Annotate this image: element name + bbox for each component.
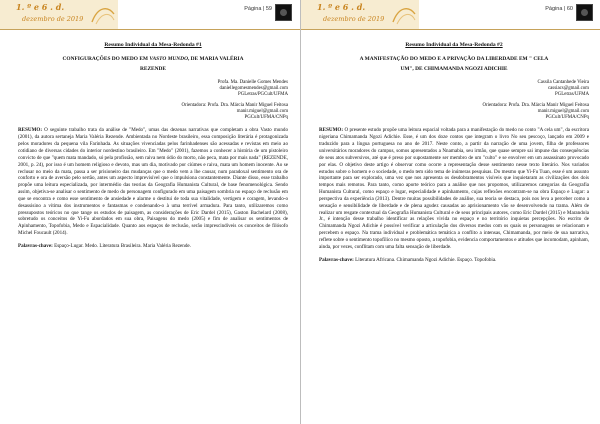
advisor-affiliation: PGCult/UFMA/CNPq xyxy=(545,115,589,121)
page-number: Página | 59 xyxy=(244,6,272,12)
right-page xyxy=(300,0,600,424)
header-emblem-icon xyxy=(576,4,593,21)
paper-title-italic: VASTO MUNDO xyxy=(149,55,188,62)
author-affiliation: PGLetras/UFMA xyxy=(555,92,589,98)
paper-title xyxy=(319,54,589,74)
advisor-email: manir.miguel@gmail.com xyxy=(537,109,589,115)
logo-date-line: 1. º e 6 . d. xyxy=(317,2,366,12)
logo-swirl-icon xyxy=(90,2,116,26)
author-name: Profa. Ma. Danielle Gomes Mendes xyxy=(217,79,288,85)
author-affiliation: PGLetras/PGCult/UFMA xyxy=(238,92,288,98)
author-info xyxy=(18,80,288,122)
page-header xyxy=(301,0,600,30)
author-email: cassiacs@gmail.com xyxy=(547,86,589,91)
abstract-label: RESUMO: xyxy=(319,127,344,134)
keywords-text: Espaço-Lugar. Medo. Literatura Brasileira. Maria Valéria Rezende. xyxy=(52,242,191,249)
page-header xyxy=(0,0,300,30)
keywords-label: Palavras-chave: xyxy=(319,256,354,263)
abstract-block xyxy=(319,42,589,264)
abstract-body: O presente estudo propõe uma leitura espacial voltada para a manifestação do medo no conto "A cela um", da escritora nigeriana Chimamanda Ngozi Adichie. Esse, é um dos doze contos que integram o livro No seu pescoço, lançado em 2009 e traduzido para a língua portuguesa no ano de 2017. Neste conto, a partir da narração de uma jovem, filha de professores universitários moradores do campus, somos apresentados a Nnamabia, seu irmão, que quase sempre sai impune das consequências de seus atos subversivos, até que é preso por supostamente ser membro de um "culto" e se envolver em um assassinato provocado por elas. O objetivo deste artigo é observar como ocorre a representação desse sentimento nesse texto literário. Nos variados estudos sobre o homem e o sociedade, o medo tem sido tema de inúmeras pesquisas. Do mesmo que Yi-Fu Tuan, esse é um assunto importante para ser explorado, uma vez que nos apresenta os desdobramentos visíveis que inquietaram as civilizações dos dois tempos mais remotos. Para tanto, como aporte teórico para a análise que nos propomos, utilizaremos categorias da Geografia Humanista Cultural, como espaço e lugar, especialidade e apinhamento, cujas reflexões encontram-se na obra Espaço e Lugar: a perspectiva da experiência (2013). Dentre muitas possibilidades de análise, sua teoria se destaca, pois nos leva a perceber como a sensação e sensibilidade de liberdade e de plena agudez causadas ao aprisionamento vão se desenvolvendo na trama. Além de realizar um resgate contextual da Geografia Humanista Cultural e de seus principais autores, como Eric Dardel (2015) e Marandola Jr., é intenção desse trabalho identificar as relações vivida no espaço e no território inquietas percepções. No escrito de Chimamanda Ngozi Adichie é possível verificar a articulação dos diversos medos com os quais os personagens se relacionam e percebem o espaço. Na trama individual e problemática temática a conflito a intensas, Chimamanda, por meio de sua narrativa, reflete sobre o sentimento topofílico no mesmo oposto, a topofobia, evidencia comportamentos e atitudes que incomodam, apinham, ainda, por vezes, conflitam com uma falta sensação de liberdade. xyxy=(319,127,589,250)
paper-title-part: , DE MARIA VALÉRIA xyxy=(187,55,244,62)
paper-title-line2: UM", DE CHIMAMANDA NGOZI ADICHIE xyxy=(400,65,508,72)
section-title: Resumo Individual da Mesa-Redonda #2 xyxy=(405,42,503,48)
author-name: Cassila Cantanhede Vieira xyxy=(537,79,589,85)
abstract-text xyxy=(18,127,288,237)
advisor-name: Orientadora: Profa. Dra. Márcia Manir Miguel Feitosa xyxy=(181,103,288,109)
abstract-label: RESUMO: xyxy=(18,127,43,134)
advisor-name: Orientadora: Profa. Dra. Márcia Manir Miguel Feitosa xyxy=(482,103,589,109)
keywords xyxy=(319,257,589,264)
paper-title-line1: A MANIFESTAÇÃO DO MEDO E A PRIVAÇÃO DA LIBERDADE EM " CELA xyxy=(359,55,549,62)
header-divider xyxy=(0,29,300,30)
section-title: Resumo Individual da Mesa-Redonda #1 xyxy=(104,42,202,48)
keywords xyxy=(18,243,288,250)
abstract-block xyxy=(18,42,288,250)
logo-month-line: dezembro de 2019 xyxy=(323,15,385,23)
event-logo xyxy=(0,0,118,29)
advisor-email: manir.miguel@gmail.com xyxy=(236,109,288,115)
logo-month-line: dezembro de 2019 xyxy=(22,15,84,23)
header-emblem-icon xyxy=(275,4,292,21)
keywords-label: Palavras-chave: xyxy=(18,242,53,249)
header-divider xyxy=(301,29,600,30)
author-info xyxy=(319,80,589,122)
logo-swirl-icon xyxy=(391,2,417,26)
logo-date-line: 1. º e 6 . d. xyxy=(16,2,65,12)
event-logo xyxy=(301,0,419,29)
paper-title-part: CONFIGURAÇÕES DO MEDO EM xyxy=(62,55,150,62)
author-email: daniellegomesmendes@gmail.com xyxy=(219,86,288,91)
paper-title xyxy=(18,54,288,74)
paper-title-line2: REZENDE xyxy=(139,65,167,72)
abstract-body: O seguinte trabalho trata da análise de "Medo", umas das dezenas narrativas que completam a obra Vasto mundo (2001), da autora sertaneja Maria Valéria Rezende. Ambientada no Nordeste brasileiro, essa composição literária é protagonizada pelos moradores da pequena vila Farinhada. As situações vivenciadas pelos farinhadenses são acessadas e revistas em meio ao cotidiano de diversas cidades do interior nordestino brasileiro. Em "Medo" (2001), fazemos a conhecer a história de um pistoleiro convicto de que "quem mata mandado, só pela profissão, sem raiva nem ódio do morto, não peca, mata por mais nada" (REZENDE, 2001, p. 24), por isso é um homem religioso e devoto, mas um dia, motivado por ciúmes e raiva, mata um homem inocente. Ao se reclusar no meio da mata, passa a ser prisioneiro das mudanças que o medo vem a lhe causar, num paradoxal sentimento ora de conforto e ora de aversão pelo sertão, antes um aspecto imprevisível que o impulsiona constantemente. Diante disso, esse trabalho propõe uma leitura especializada, por intermédio das teorias da Geografia Humanista Cultural, de base fenomenológica. Sendo assim, objetiva-se analisar o sentimento de medo do personagem configurado em uma paisagem sombria no espaço de reclusão em que se encontra e como esse sentimento de ansiedade e alarme o destitui de toda sua vitalidade, vertigem e coragem, levando-o desassisino a vítima dos instrumentos e fantasmas e condenando-o à uma terrível armadura. Para tanto, utilizaremos como pressupostos teóricos no que tange os estudos de paisagem, as considerações de Eric Dardel (2015), Gaston Bachelard (2008), sobretudo os conceitos de Yi-Fu abordados em sua obra, Paisagens do medo (2005) e fim de analisar os sentimentos de Apinhamento, Topofobia, Medo e Espacialidade. Quanto aos espaços de reclusão, serão imprescindíveis os conceitos de filósofo Michel Foucault (2014). xyxy=(18,127,288,237)
abstract-text xyxy=(319,127,589,250)
keywords-text: Literatura Africana. Chimamanda Ngozi Adichie. Espaço. Topofobia. xyxy=(353,256,497,263)
advisor-affiliation: PGCult/UFMA/CNPq xyxy=(244,115,288,121)
page-number: Página | 60 xyxy=(545,6,573,12)
